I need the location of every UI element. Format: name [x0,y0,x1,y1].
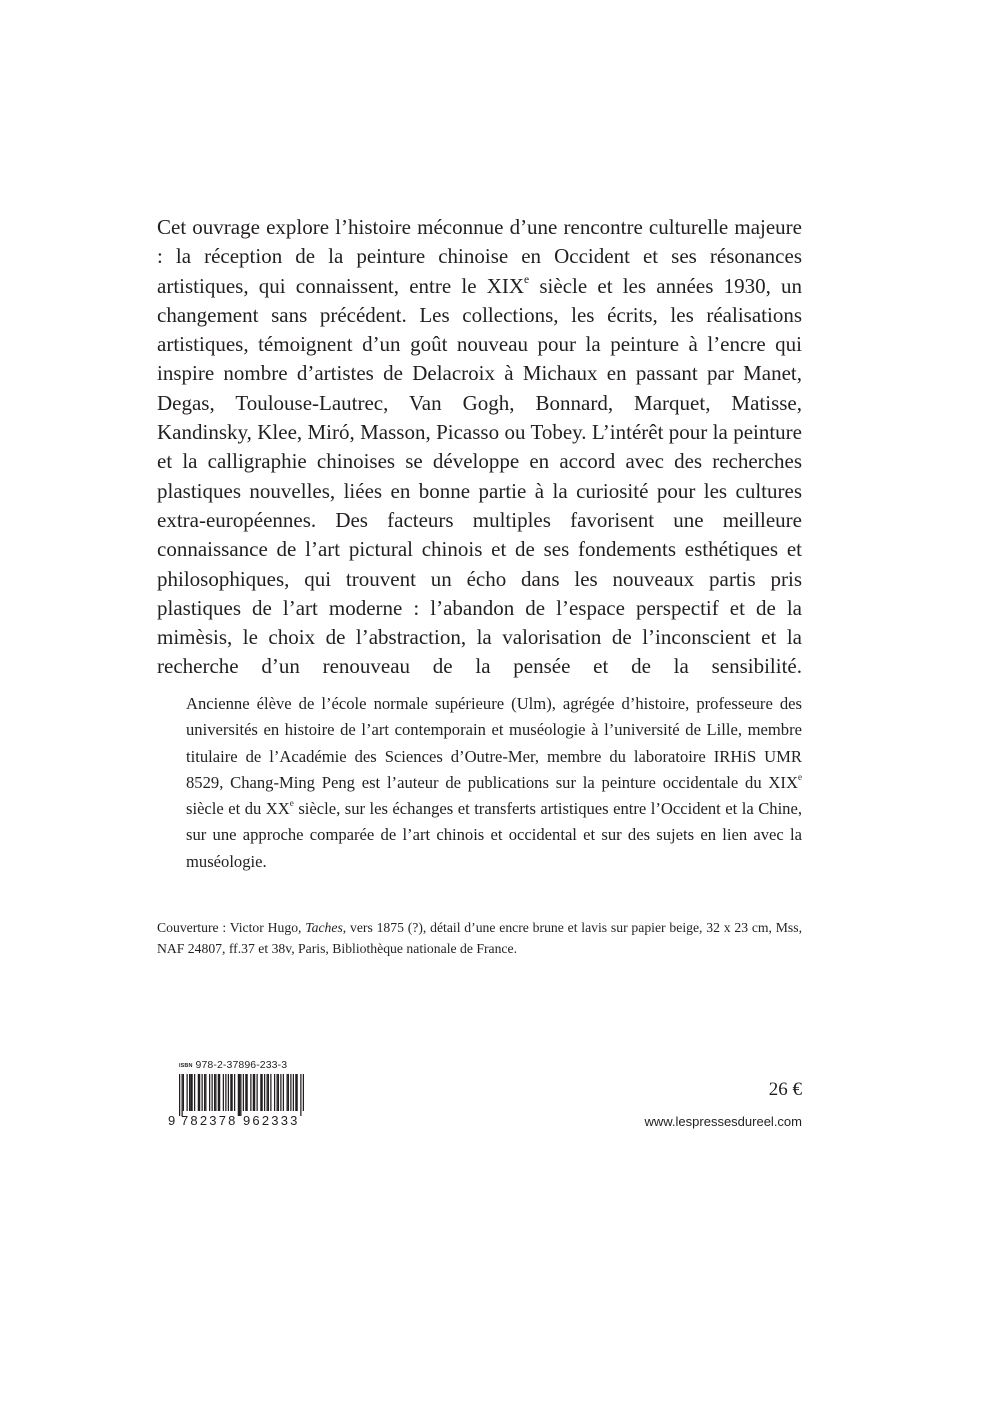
barcode-bar [300,1074,301,1116]
barcode-bar [225,1074,226,1111]
barcode-bar [228,1074,229,1111]
barcode-bar [303,1074,304,1111]
barcode-bar [250,1074,251,1111]
bio-text-3: siècle, sur les échanges et transferts artistiques entre l’Occident et la Chine, sur une approche comparée de l’art chinois et occidental et sur des sujets en lien avec la muséologie. [186,799,802,871]
barcode-digit-group-right: 962333 [243,1113,300,1128]
barcode-bar [270,1074,271,1111]
barcode-bar [238,1074,239,1116]
bio-text-2: siècle et du XX [186,799,290,819]
barcode-bar [288,1074,289,1111]
barcode-bar [260,1074,261,1111]
barcode-digit-group-left: 782378 [181,1113,238,1128]
barcode-bar [209,1074,210,1111]
barcode-bar [240,1074,241,1116]
barcode-bar [274,1074,275,1111]
bio-superscript-1: e [797,772,802,782]
barcode-bar [253,1074,254,1111]
barcode-bar [280,1074,281,1111]
barcode-bar [293,1074,294,1111]
barcode-digit-prefix: 9 [168,1113,176,1128]
bio-superscript-2: e [289,798,294,809]
barcode-bar [199,1074,200,1111]
barcode-bar [268,1074,269,1111]
isbn-barcode-block [168,1059,308,1139]
barcode-bar [264,1074,265,1111]
barcode-icon [168,1074,308,1116]
cover-credit-prefix: Couverture : Victor Hugo, [157,920,306,935]
summary-text-start: Cet ouvrage explore l’histoire méconnue d’une rencontre culturelle majeure : la réception de la peinture chinoise en Occident et ses résonances artistiques, qui connaissent, entre le XIX [157,215,802,298]
price: 26 € [768,1079,802,1100]
barcode-bar [297,1074,298,1111]
barcode-bar [223,1074,224,1111]
barcode-bar [254,1074,255,1111]
summary-text-end: siècle et les années 1930, un changement sans précédent. Les collections, les écrits, les réalisations artistiques, témoignent d’un goût nouveau pour la peinture à l’encre qui inspire nombre d’artistes de Delacroix à Michaux en passant par Manet, Degas, Toulouse-Lautrec, Van Gogh, Bonnard, Marquet, Matisse, Kandinsky, Klee, Miró, Masson, Picasso ou Tobey. L’intérêt pour la peinture et la calligraphie chinoises se développe en accord avec des recherches plastiques nouvelles, liées en bonne partie à la curiosité pour les cultures extra-européennes. Des facteurs multiples favorisent une meilleure connaissance de l’art pictural chinois et de ses fondements esthétiques et philosophiques, qui trouvent un écho dans les nouveaux partis pris plastiques de l’art moderne : l’abandon de l’espace perspectif et de la mimèsis, le choix de l’abstraction, la valorisation de l’inconscient et la recherche d’un renouveau de la pensée et de la sensibilité. [157,273,803,679]
barcode-bar [243,1074,244,1111]
barcode-bar [283,1074,284,1111]
barcode-bar [194,1074,195,1111]
barcode-bar [182,1074,183,1116]
cover-credit-suffix: , vers 1875 (?), détail d’une encre brune et lavis sur papier beige, 32 x 23 cm, Mss, NAF 24807, ff.37 et 38v, Paris, Bibliothèque nationale de France. [157,920,802,956]
back-cover-summary [157,213,802,682]
barcode-bar [239,1074,240,1116]
barcode-bar [215,1074,216,1111]
barcode-bar [278,1074,279,1111]
isbn-number: 978-2-37896-233-3 [195,1059,288,1071]
barcode-bar [190,1074,191,1111]
barcode-bar [212,1074,213,1111]
barcode-bar [290,1074,291,1111]
barcode-bar [230,1074,231,1111]
barcode-bar [189,1074,190,1111]
barcode-bar [187,1074,188,1111]
barcode-bar [295,1074,296,1111]
barcode-bar [202,1074,203,1111]
barcode-bar [247,1074,248,1111]
barcode-bar [214,1074,215,1111]
isbn-label [179,1059,287,1071]
barcode-bar [267,1074,268,1111]
barcode-bar [287,1074,288,1111]
isbn-tag: ISBN [179,1063,193,1069]
barcode-bar [245,1074,246,1111]
barcode-bar [262,1074,263,1111]
bio-text-1: Ancienne élève de l’école normale supérieure (Ulm), agrégée d’histoire, professeure des universités en histoire de l’art contemporain et muséologie à l’université de Lille, membre titulaire de l’Académie des Sciences d’Outre-Mer, membre du laboratoire IRHiS UMR 8529, Chang-Ming Peng est l’auteur de publications sur la peinture occidentale du XIX [186,694,802,792]
barcode-bar [192,1074,193,1111]
barcode-bar [232,1074,233,1111]
barcode-bar [277,1074,278,1111]
barcode-bar [218,1074,219,1111]
barcode-bar [205,1074,206,1111]
barcode-bar [198,1074,199,1111]
barcode-bar [257,1074,258,1111]
publisher-website-link[interactable]: www.lespressesdureel.com [644,1114,802,1129]
author-biography [186,691,802,875]
summary-superscript: e [524,273,530,286]
barcode-bar [234,1074,235,1111]
barcode-bar [183,1074,184,1111]
cover-credit [157,918,802,959]
barcode-bar [219,1074,220,1111]
cover-artwork-title: Taches [305,920,343,935]
barcode-bar [179,1074,180,1116]
barcode-bar [204,1074,205,1111]
